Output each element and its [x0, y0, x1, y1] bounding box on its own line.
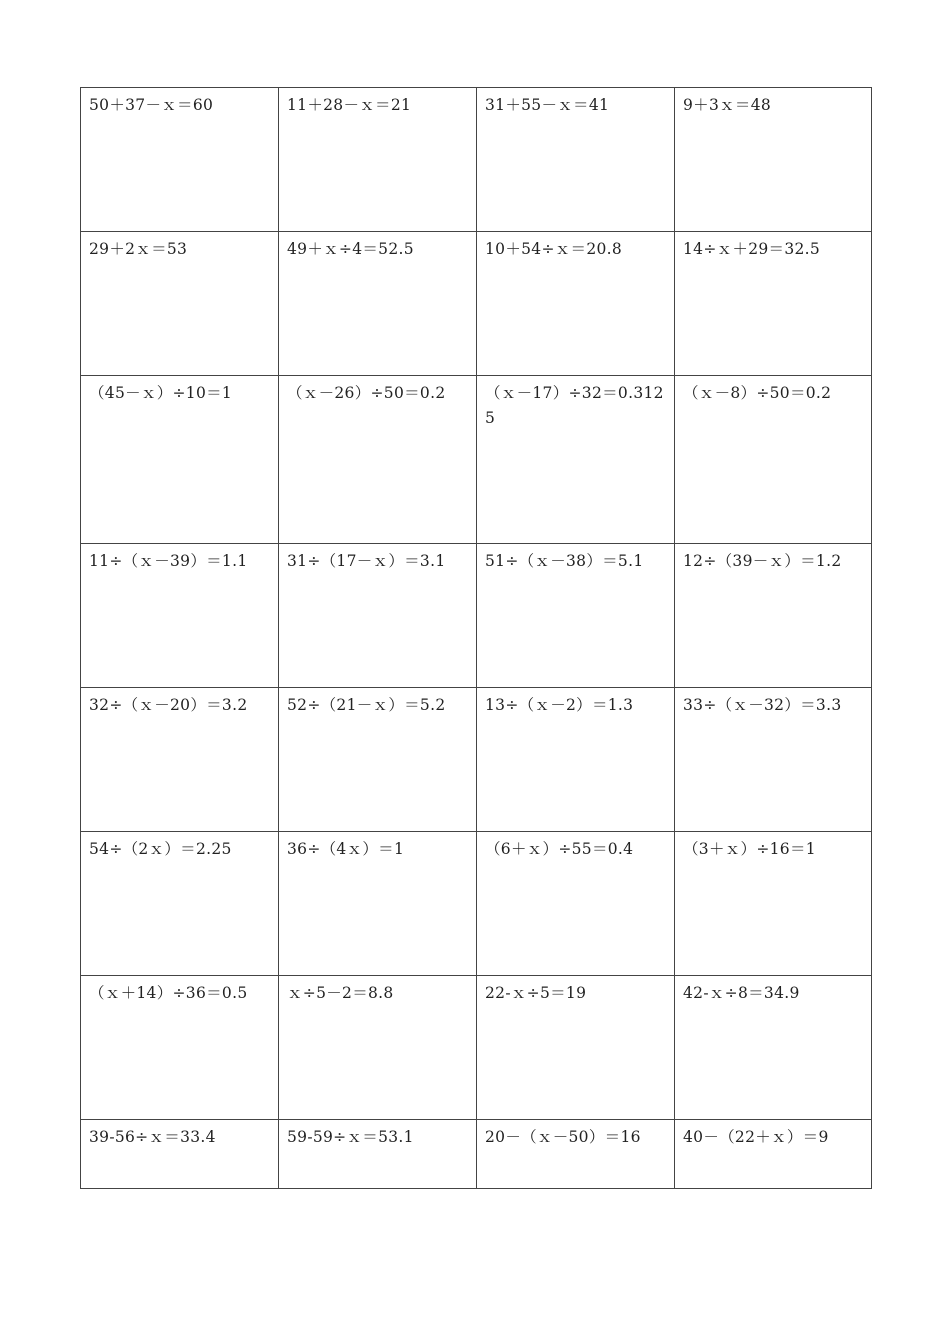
- table-row: [81, 1120, 872, 1189]
- table-row: [81, 88, 872, 232]
- equation-cell: 39-56÷ｘ＝33.4: [81, 1120, 279, 1189]
- table-row: [81, 688, 872, 832]
- equation-cell: 36÷（4ｘ）＝1: [279, 832, 477, 976]
- equation-cell: （ｘ＋14）÷36＝0.5: [81, 976, 279, 1120]
- equation-cell: 54÷（2ｘ）＝2.25: [81, 832, 279, 976]
- equation-cell: 52÷（21－ｘ）＝5.2: [279, 688, 477, 832]
- equation-cell: 40－（22＋ｘ）＝9: [675, 1120, 872, 1189]
- equation-cell: 22-ｘ÷5＝19: [477, 976, 675, 1120]
- equation-cell: （ｘ－17）÷32＝0.3125: [477, 376, 675, 544]
- equation-worksheet-table: [80, 87, 872, 1189]
- equation-cell: 10＋54÷ｘ＝20.8: [477, 232, 675, 376]
- equation-cell: 14÷ｘ＋29＝32.5: [675, 232, 872, 376]
- equation-cell: 9＋3ｘ＝48: [675, 88, 872, 232]
- equation-cell: （ｘ－26）÷50＝0.2: [279, 376, 477, 544]
- equation-cell: 29＋2ｘ＝53: [81, 232, 279, 376]
- table-row: [81, 832, 872, 976]
- equation-cell: 32÷（ｘ－20）＝3.2: [81, 688, 279, 832]
- table-row: [81, 544, 872, 688]
- equation-cell: （3＋ｘ）÷16＝1: [675, 832, 872, 976]
- equation-cell: （ｘ－8）÷50＝0.2: [675, 376, 872, 544]
- equation-cell: 20－（ｘ－50）＝16: [477, 1120, 675, 1189]
- equation-cell: 42-ｘ÷8＝34.9: [675, 976, 872, 1120]
- table-row: [81, 976, 872, 1120]
- equation-cell: 12÷（39－ｘ）＝1.2: [675, 544, 872, 688]
- equation-cell: 11＋28－ｘ＝21: [279, 88, 477, 232]
- equation-cell: 49＋ｘ÷4＝52.5: [279, 232, 477, 376]
- equation-cell: （45－ｘ）÷10＝1: [81, 376, 279, 544]
- equation-cell: 13÷（ｘ－2）＝1.3: [477, 688, 675, 832]
- equation-cell: 11÷（ｘ－39）＝1.1: [81, 544, 279, 688]
- equation-cell: 51÷（ｘ－38）＝5.1: [477, 544, 675, 688]
- equation-cell: 59-59÷ｘ＝53.1: [279, 1120, 477, 1189]
- equation-cell: （6＋ｘ）÷55＝0.4: [477, 832, 675, 976]
- equation-cell: 33÷（ｘ－32）＝3.3: [675, 688, 872, 832]
- equation-cell: 31÷（17－ｘ）＝3.1: [279, 544, 477, 688]
- table-row: [81, 232, 872, 376]
- equation-cell: ｘ÷5－2＝8.8: [279, 976, 477, 1120]
- table-row: [81, 376, 872, 544]
- equation-cell: 31＋55－ｘ＝41: [477, 88, 675, 232]
- equation-cell: 50＋37－ｘ＝60: [81, 88, 279, 232]
